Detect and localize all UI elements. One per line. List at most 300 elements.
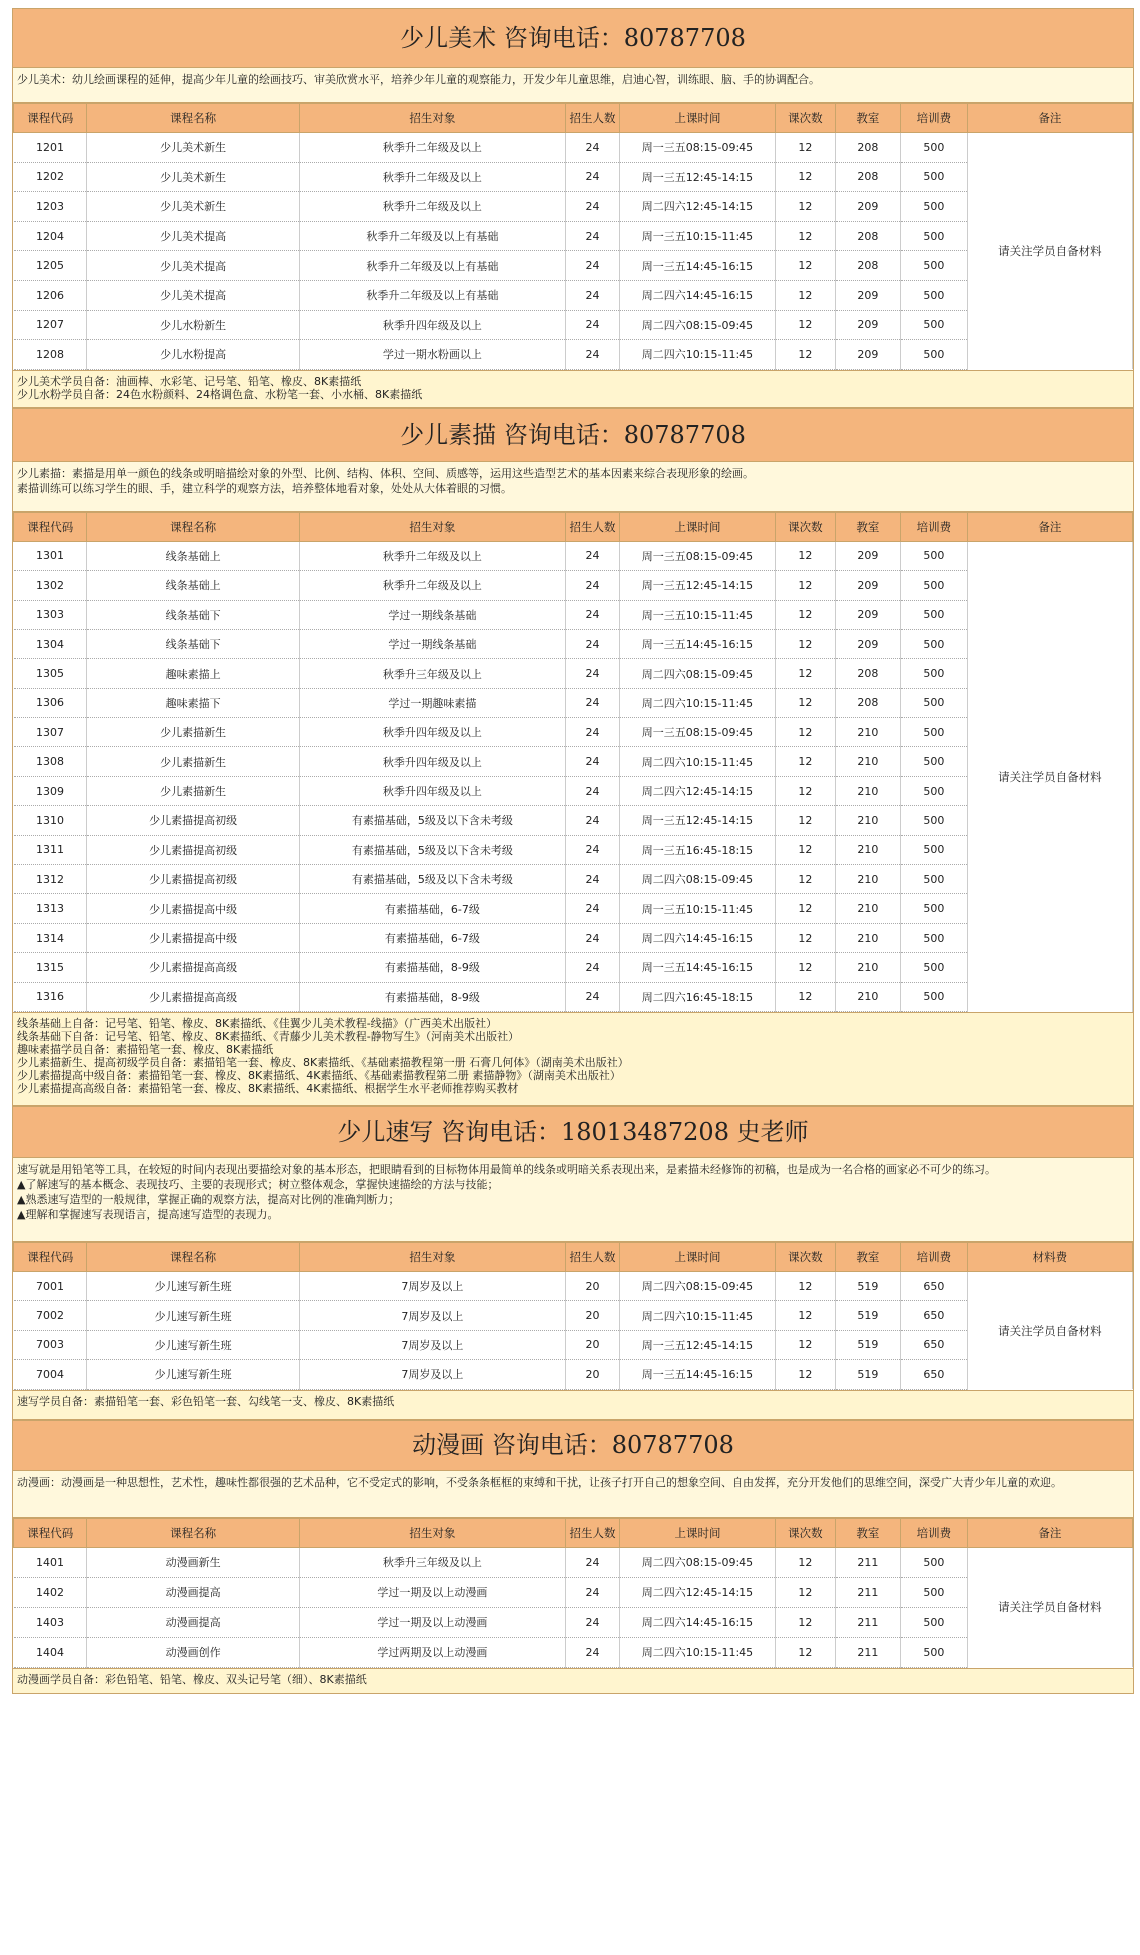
section-description: 少儿美术：幼儿绘画课程的延伸，提高少年儿童的绘画技巧、审美欣赏水平，培养少年儿童的观察能力，开发少年儿童思维，启迪心智，训练眼、脑、手的协调配合。 — [13, 68, 1133, 103]
section-title: 动漫画 咨询电话：80787708 — [13, 1421, 1133, 1471]
table-cell: 少儿速写新生班 — [87, 1330, 299, 1359]
section-description: 少儿素描：素描是用单一颜色的线条或明暗描绘对象的外型、比例、结构、体积、空间、质感等，运用这些造型艺术的基本因素来综合表现形象的绘画。 素描训练可以练习学生的眼、手，建立科学的观察方法，培养整体地看对象，处处从大体着眼的习惯。 — [13, 462, 1133, 512]
table-cell: 周二四六12:45-14:15 — [619, 1577, 775, 1607]
column-header: 课次数 — [776, 104, 836, 133]
table-cell: 12 — [776, 776, 836, 805]
table-cell: 学过一期趣味素描 — [299, 688, 565, 717]
table-cell: 208 — [835, 162, 900, 192]
table-cell: 519 — [835, 1272, 900, 1301]
table-cell: 12 — [776, 1330, 836, 1359]
table-cell: 学过一期线条基础 — [299, 629, 565, 658]
table-cell: 1205 — [14, 251, 87, 281]
table-cell: 12 — [776, 806, 836, 835]
table-cell: 周二四六14:45-16:15 — [619, 280, 775, 310]
table-cell: 24 — [566, 659, 620, 688]
table-cell: 周二四六12:45-14:15 — [619, 192, 775, 222]
table-cell: 1309 — [14, 776, 87, 805]
course-table — [13, 1518, 1133, 1668]
column-header: 课程名称 — [87, 1243, 299, 1272]
table-row — [14, 865, 1133, 894]
table-cell: 209 — [835, 600, 900, 629]
table-cell: 12 — [776, 251, 836, 281]
table-row — [14, 1330, 1133, 1359]
table-row — [14, 894, 1133, 923]
course-section — [12, 8, 1134, 408]
table-cell: 周二四六14:45-16:15 — [619, 923, 775, 952]
table-cell: 211 — [835, 1577, 900, 1607]
table-cell: 少儿素描提高中级 — [87, 894, 299, 923]
column-header: 培训费 — [901, 104, 968, 133]
table-row — [14, 629, 1133, 658]
table-row — [14, 1577, 1133, 1607]
table-cell: 周二四六08:15-09:45 — [619, 659, 775, 688]
column-header: 教室 — [835, 512, 900, 541]
course-section — [12, 1106, 1134, 1420]
table-cell: 秋季升四年级及以上 — [299, 310, 565, 340]
table-cell: 500 — [901, 571, 968, 600]
table-cell: 500 — [901, 133, 968, 163]
table-cell: 学过一期及以上动漫画 — [299, 1577, 565, 1607]
table-row — [14, 747, 1133, 776]
table-row — [14, 1360, 1133, 1389]
table-cell: 12 — [776, 162, 836, 192]
table-cell: 12 — [776, 629, 836, 658]
table-cell: 学过两期及以上动漫画 — [299, 1637, 565, 1667]
table-cell: 500 — [901, 865, 968, 894]
table-cell: 动漫画提高 — [87, 1577, 299, 1607]
table-cell: 12 — [776, 1577, 836, 1607]
table-cell: 24 — [566, 221, 620, 251]
table-cell: 周一三五14:45-16:15 — [619, 1360, 775, 1389]
table-cell: 少儿素描新生 — [87, 776, 299, 805]
table-cell: 周二四六08:15-09:45 — [619, 310, 775, 340]
table-cell: 有素描基础，5级及以下含未考级 — [299, 835, 565, 864]
table-cell: 210 — [835, 865, 900, 894]
table-cell: 519 — [835, 1330, 900, 1359]
table-cell: 周一三五08:15-09:45 — [619, 133, 775, 163]
table-cell: 12 — [776, 600, 836, 629]
table-cell: 1301 — [14, 541, 87, 570]
table-cell: 少儿美术新生 — [87, 192, 299, 222]
table-cell: 7003 — [14, 1330, 87, 1359]
table-cell: 12 — [776, 192, 836, 222]
column-header: 上课时间 — [619, 1243, 775, 1272]
table-cell: 周一三五12:45-14:15 — [619, 162, 775, 192]
table-cell: 秋季升二年级及以上有基础 — [299, 280, 565, 310]
table-cell: 24 — [566, 923, 620, 952]
table-cell: 500 — [901, 718, 968, 747]
table-cell: 12 — [776, 718, 836, 747]
table-cell: 12 — [776, 310, 836, 340]
table-cell: 24 — [566, 541, 620, 570]
table-cell: 500 — [901, 251, 968, 281]
table-cell: 1315 — [14, 953, 87, 982]
table-cell: 周二四六08:15-09:45 — [619, 865, 775, 894]
table-cell: 学过一期及以上动漫画 — [299, 1607, 565, 1637]
table-cell: 24 — [566, 1607, 620, 1637]
table-cell: 24 — [566, 865, 620, 894]
table-cell: 210 — [835, 953, 900, 982]
table-cell: 周二四六10:15-11:45 — [619, 1637, 775, 1667]
table-cell: 1307 — [14, 718, 87, 747]
table-row — [14, 310, 1133, 340]
table-row — [14, 659, 1133, 688]
table-cell: 周一三五12:45-14:15 — [619, 806, 775, 835]
table-cell: 208 — [835, 133, 900, 163]
table-cell: 有素描基础，5级及以下含未考级 — [299, 806, 565, 835]
table-cell: 24 — [566, 340, 620, 370]
table-row — [14, 192, 1133, 222]
column-header: 培训费 — [901, 1243, 968, 1272]
table-cell: 1401 — [14, 1547, 87, 1577]
table-row — [14, 571, 1133, 600]
table-cell: 周二四六08:15-09:45 — [619, 1272, 775, 1301]
table-cell: 1201 — [14, 133, 87, 163]
table-cell: 周二四六12:45-14:15 — [619, 776, 775, 805]
table-cell: 1207 — [14, 310, 87, 340]
column-header: 教室 — [835, 1518, 900, 1547]
table-cell: 1404 — [14, 1637, 87, 1667]
table-cell: 周一三五10:15-11:45 — [619, 221, 775, 251]
table-cell: 208 — [835, 688, 900, 717]
table-cell: 12 — [776, 280, 836, 310]
table-cell: 1313 — [14, 894, 87, 923]
table-row — [14, 162, 1133, 192]
table-cell: 500 — [901, 776, 968, 805]
course-table — [13, 512, 1133, 1012]
table-row — [14, 251, 1133, 281]
table-cell: 24 — [566, 1577, 620, 1607]
table-cell: 1208 — [14, 340, 87, 370]
table-cell: 24 — [566, 251, 620, 281]
table-cell: 少儿美术新生 — [87, 162, 299, 192]
supply-list: 速写学员自备：素描铅笔一套、彩色铅笔一套、勾线笔一支、橡皮、8K素描纸 — [13, 1390, 1133, 1419]
table-cell: 12 — [776, 133, 836, 163]
table-cell: 20 — [566, 1301, 620, 1330]
table-row — [14, 953, 1133, 982]
table-cell: 24 — [566, 162, 620, 192]
table-cell: 12 — [776, 953, 836, 982]
table-cell: 1305 — [14, 659, 87, 688]
table-cell: 500 — [901, 541, 968, 570]
column-header: 课程代码 — [14, 512, 87, 541]
table-cell: 209 — [835, 192, 900, 222]
supply-list: 动漫画学员自备：彩色铅笔、铅笔、橡皮、双头记号笔（细）、8K素描纸 — [13, 1668, 1133, 1693]
table-cell: 少儿美术提高 — [87, 251, 299, 281]
table-cell: 少儿素描提高高级 — [87, 982, 299, 1011]
table-cell: 少儿素描提高初级 — [87, 865, 299, 894]
table-cell: 210 — [835, 806, 900, 835]
table-header-row — [14, 104, 1133, 133]
column-header: 课程名称 — [87, 104, 299, 133]
table-cell: 1314 — [14, 923, 87, 952]
section-title: 少儿素描 咨询电话：80787708 — [13, 409, 1133, 462]
table-cell: 24 — [566, 571, 620, 600]
table-cell: 24 — [566, 835, 620, 864]
table-cell: 动漫画创作 — [87, 1637, 299, 1667]
table-cell: 学过一期线条基础 — [299, 600, 565, 629]
table-cell: 周一三五16:45-18:15 — [619, 835, 775, 864]
column-header: 备注 — [967, 512, 1132, 541]
table-cell: 24 — [566, 718, 620, 747]
table-cell: 650 — [901, 1360, 968, 1389]
table-cell: 500 — [901, 747, 968, 776]
course-table — [13, 1242, 1133, 1390]
table-cell: 208 — [835, 659, 900, 688]
table-cell: 12 — [776, 835, 836, 864]
table-row — [14, 835, 1133, 864]
table-row — [14, 1607, 1133, 1637]
column-header: 课程名称 — [87, 512, 299, 541]
section-title: 少儿速写 咨询电话：18013487208 史老师 — [13, 1107, 1133, 1158]
table-cell: 209 — [835, 310, 900, 340]
table-cell: 线条基础下 — [87, 629, 299, 658]
table-cell: 周一三五14:45-16:15 — [619, 251, 775, 281]
column-header: 上课时间 — [619, 104, 775, 133]
table-cell: 519 — [835, 1360, 900, 1389]
section-description: 速写就是用铅笔等工具，在较短的时间内表现出要描绘对象的基本形态，把眼睛看到的目标物体用最简单的线条或明暗关系表现出来，是素描未经修饰的初稿，也是成为一名合格的画家必不可少的练习。 ▲了解速写的基本概念、表现技巧、主要的表现形式；树立整体观念，掌握快速描绘的方法与技能； ▲熟悉速写造型的一般规律，掌握正确的观察方法，提高对比例的准确判断力； ▲理解和掌握速写表现语言，提高速写造型的表现力。 — [13, 1158, 1133, 1242]
table-cell: 519 — [835, 1301, 900, 1330]
table-cell: 秋季升二年级及以上 — [299, 162, 565, 192]
column-header: 招生对象 — [299, 1518, 565, 1547]
table-cell: 500 — [901, 1577, 968, 1607]
remark-cell: 请关注学员自备材料 — [967, 1272, 1132, 1390]
table-cell: 500 — [901, 923, 968, 952]
table-cell: 209 — [835, 629, 900, 658]
table-cell: 线条基础上 — [87, 571, 299, 600]
table-row — [14, 806, 1133, 835]
column-header: 材料费 — [967, 1243, 1132, 1272]
table-cell: 210 — [835, 835, 900, 864]
table-cell: 12 — [776, 923, 836, 952]
table-cell: 少儿素描提高初级 — [87, 835, 299, 864]
table-cell: 500 — [901, 982, 968, 1011]
table-cell: 7周岁及以上 — [299, 1272, 565, 1301]
table-cell: 7002 — [14, 1301, 87, 1330]
table-cell: 650 — [901, 1330, 968, 1359]
table-cell: 秋季升二年级及以上 — [299, 192, 565, 222]
table-cell: 7周岁及以上 — [299, 1330, 565, 1359]
table-cell: 周二四六10:15-11:45 — [619, 1301, 775, 1330]
column-header: 课次数 — [776, 1518, 836, 1547]
table-cell: 秋季升二年级及以上 — [299, 571, 565, 600]
table-cell: 12 — [776, 340, 836, 370]
table-cell: 少儿素描提高中级 — [87, 923, 299, 952]
supply-list: 少儿美术学员自备：油画棒、水彩笔、记号笔、铅笔、橡皮、8K素描纸 少儿水粉学员自备：24色水粉颜料、24格调色盒、水粉笔一套、小水桶、8K素描纸 — [13, 370, 1133, 407]
table-cell: 1203 — [14, 192, 87, 222]
table-cell: 周一三五10:15-11:45 — [619, 600, 775, 629]
column-header: 教室 — [835, 104, 900, 133]
table-cell: 趣味素描下 — [87, 688, 299, 717]
table-row — [14, 280, 1133, 310]
table-cell: 210 — [835, 923, 900, 952]
table-cell: 12 — [776, 688, 836, 717]
table-cell: 少儿速写新生班 — [87, 1360, 299, 1389]
table-cell: 1202 — [14, 162, 87, 192]
table-cell: 24 — [566, 747, 620, 776]
table-row — [14, 1301, 1133, 1330]
table-cell: 秋季升四年级及以上 — [299, 718, 565, 747]
table-cell: 210 — [835, 776, 900, 805]
table-cell: 秋季升三年级及以上 — [299, 659, 565, 688]
table-cell: 少儿水粉新生 — [87, 310, 299, 340]
table-cell: 12 — [776, 1301, 836, 1330]
column-header: 课次数 — [776, 1243, 836, 1272]
table-cell: 1316 — [14, 982, 87, 1011]
column-header: 上课时间 — [619, 1518, 775, 1547]
table-cell: 24 — [566, 776, 620, 805]
table-cell: 650 — [901, 1272, 968, 1301]
table-cell: 20 — [566, 1360, 620, 1389]
table-cell: 12 — [776, 1637, 836, 1667]
table-cell: 有素描基础，8-9级 — [299, 953, 565, 982]
table-header-row — [14, 512, 1133, 541]
table-cell: 500 — [901, 221, 968, 251]
table-cell: 24 — [566, 953, 620, 982]
table-cell: 少儿素描提高高级 — [87, 953, 299, 982]
table-cell: 500 — [901, 806, 968, 835]
column-header: 上课时间 — [619, 512, 775, 541]
table-cell: 500 — [901, 1637, 968, 1667]
table-cell: 210 — [835, 982, 900, 1011]
table-row — [14, 688, 1133, 717]
table-cell: 秋季升二年级及以上 — [299, 133, 565, 163]
table-cell: 秋季升三年级及以上 — [299, 1547, 565, 1577]
table-cell: 周一三五14:45-16:15 — [619, 953, 775, 982]
table-row — [14, 600, 1133, 629]
table-cell: 少儿美术提高 — [87, 221, 299, 251]
table-row — [14, 340, 1133, 370]
table-cell: 500 — [901, 340, 968, 370]
table-cell: 有素描基础，6-7级 — [299, 894, 565, 923]
table-cell: 24 — [566, 280, 620, 310]
table-cell: 周一三五10:15-11:45 — [619, 894, 775, 923]
table-cell: 12 — [776, 221, 836, 251]
table-cell: 12 — [776, 982, 836, 1011]
table-cell: 少儿素描新生 — [87, 718, 299, 747]
table-cell: 24 — [566, 982, 620, 1011]
table-cell: 24 — [566, 629, 620, 658]
table-cell: 24 — [566, 1547, 620, 1577]
column-header: 招生人数 — [566, 104, 620, 133]
column-header: 招生人数 — [566, 1518, 620, 1547]
table-cell: 线条基础下 — [87, 600, 299, 629]
column-header: 备注 — [967, 104, 1132, 133]
table-row — [14, 923, 1133, 952]
table-cell: 1302 — [14, 571, 87, 600]
table-cell: 周二四六14:45-16:15 — [619, 1607, 775, 1637]
table-row — [14, 776, 1133, 805]
table-cell: 1306 — [14, 688, 87, 717]
table-cell: 24 — [566, 894, 620, 923]
table-cell: 12 — [776, 541, 836, 570]
table-cell: 12 — [776, 894, 836, 923]
table-cell: 500 — [901, 894, 968, 923]
table-cell: 12 — [776, 1547, 836, 1577]
table-cell: 周二四六10:15-11:45 — [619, 688, 775, 717]
table-cell: 1310 — [14, 806, 87, 835]
table-cell: 209 — [835, 571, 900, 600]
column-header: 教室 — [835, 1243, 900, 1272]
table-cell: 周一三五14:45-16:15 — [619, 629, 775, 658]
table-cell: 7001 — [14, 1272, 87, 1301]
table-cell: 12 — [776, 659, 836, 688]
table-cell: 周一三五08:15-09:45 — [619, 541, 775, 570]
column-header: 招生对象 — [299, 512, 565, 541]
table-cell: 周一三五12:45-14:15 — [619, 1330, 775, 1359]
table-cell: 1304 — [14, 629, 87, 658]
remark-cell: 请关注学员自备材料 — [967, 541, 1132, 1011]
table-cell: 周一三五12:45-14:15 — [619, 571, 775, 600]
table-cell: 有素描基础，5级及以下含未考级 — [299, 865, 565, 894]
column-header: 备注 — [967, 1518, 1132, 1547]
table-cell: 1403 — [14, 1607, 87, 1637]
table-cell: 24 — [566, 133, 620, 163]
table-cell: 周二四六08:15-09:45 — [619, 1547, 775, 1577]
table-cell: 周二四六16:45-18:15 — [619, 982, 775, 1011]
table-cell: 500 — [901, 659, 968, 688]
table-cell: 24 — [566, 310, 620, 340]
table-cell: 24 — [566, 600, 620, 629]
table-cell: 少儿素描提高初级 — [87, 806, 299, 835]
table-cell: 动漫画提高 — [87, 1607, 299, 1637]
table-cell: 210 — [835, 747, 900, 776]
table-cell: 少儿速写新生班 — [87, 1301, 299, 1330]
table-row — [14, 1547, 1133, 1577]
table-row — [14, 133, 1133, 163]
column-header: 培训费 — [901, 512, 968, 541]
table-cell: 500 — [901, 310, 968, 340]
table-cell: 少儿水粉提高 — [87, 340, 299, 370]
table-cell: 7周岁及以上 — [299, 1301, 565, 1330]
table-cell: 12 — [776, 1360, 836, 1389]
table-cell: 7周岁及以上 — [299, 1360, 565, 1389]
table-cell: 500 — [901, 629, 968, 658]
column-header: 课程代码 — [14, 1518, 87, 1547]
course-table — [13, 103, 1133, 370]
table-cell: 500 — [901, 192, 968, 222]
table-cell: 500 — [901, 280, 968, 310]
course-section — [12, 1420, 1134, 1694]
table-cell: 500 — [901, 688, 968, 717]
table-cell: 210 — [835, 894, 900, 923]
column-header: 课次数 — [776, 512, 836, 541]
table-cell: 12 — [776, 1272, 836, 1301]
column-header: 培训费 — [901, 1518, 968, 1547]
table-header-row — [14, 1243, 1133, 1272]
section-title: 少儿美术 咨询电话：80787708 — [13, 9, 1133, 68]
table-row — [14, 982, 1133, 1011]
table-row — [14, 718, 1133, 747]
table-cell: 1311 — [14, 835, 87, 864]
column-header: 招生人数 — [566, 1243, 620, 1272]
column-header: 课程名称 — [87, 1518, 299, 1547]
table-cell: 1206 — [14, 280, 87, 310]
table-cell: 24 — [566, 688, 620, 717]
table-cell: 211 — [835, 1607, 900, 1637]
table-cell: 秋季升二年级及以上有基础 — [299, 221, 565, 251]
table-cell: 1312 — [14, 865, 87, 894]
table-cell: 秋季升四年级及以上 — [299, 747, 565, 776]
table-cell: 周二四六10:15-11:45 — [619, 340, 775, 370]
table-row — [14, 541, 1133, 570]
table-cell: 12 — [776, 1607, 836, 1637]
table-cell: 650 — [901, 1301, 968, 1330]
table-cell: 211 — [835, 1547, 900, 1577]
table-cell: 7004 — [14, 1360, 87, 1389]
table-cell: 210 — [835, 718, 900, 747]
table-cell: 20 — [566, 1330, 620, 1359]
